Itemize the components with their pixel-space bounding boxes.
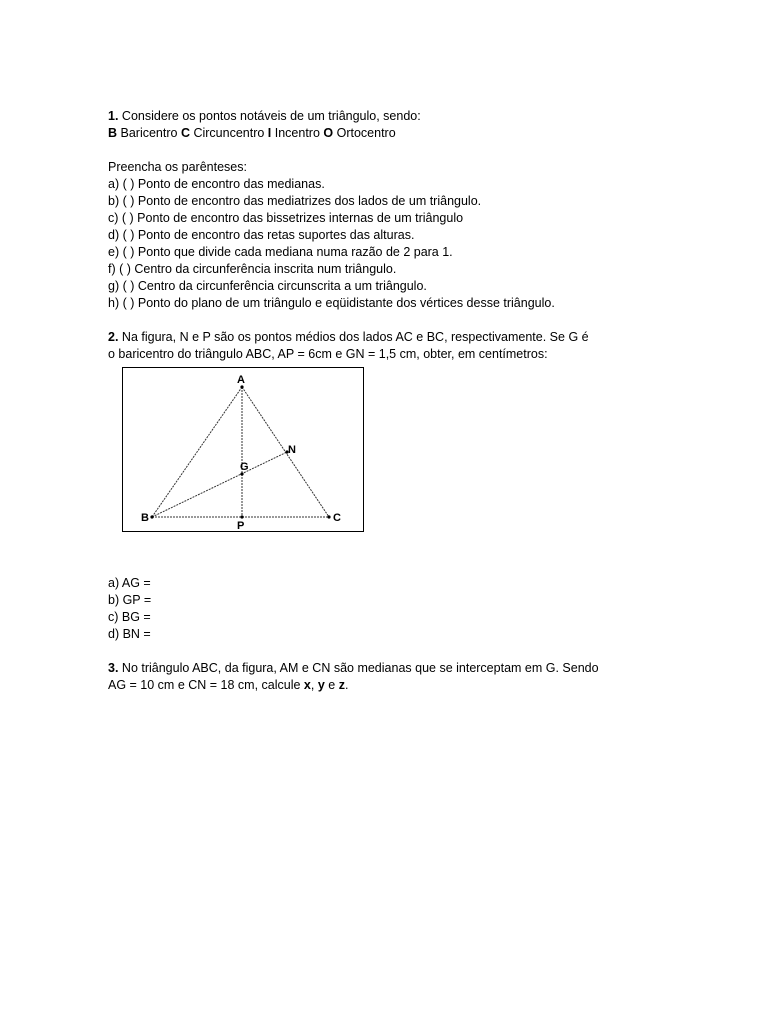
legend-key-o: O [323,126,334,140]
sep-1: , [310,678,318,692]
q1-legend [108,125,728,142]
q3-line1-text: No triângulo ABC, da figura, AM e CN são medianas que se interceptam em G. Sendo [118,661,599,675]
legend-key-i: I [267,126,272,140]
spacer [108,312,728,329]
legend-text-o: Ortocentro [333,126,396,140]
legend-key-c: C [180,126,190,140]
document-page [108,108,728,694]
q1-number: 1. [108,109,119,123]
legend-text-i: Incentro [271,126,324,140]
q1-intro [108,108,728,125]
label-p: P [237,520,245,532]
legend-text-b: Baricentro [117,126,181,140]
sep-2: e [324,678,339,692]
point-p [240,515,243,518]
spacer [108,142,728,159]
q2-answer-c: c) BG = [108,610,151,624]
q2-answer-b: b) GP = [108,593,152,607]
q1-item-g: g) ( ) Centro da circunferência circunscrita a um triângulo. [108,279,427,293]
q1-item-e: e) ( ) Ponto que divide cada mediana numa razão de 2 para 1. [108,245,453,259]
q1-item-d: d) ( ) Ponto de encontro das retas suportes das alturas. [108,228,415,242]
var-z: z [338,678,345,692]
q1-item-f: f) ( ) Centro da circunferência inscrita num triângulo. [108,262,397,276]
q2-number: 2. [108,330,119,344]
q1-item-c: c) ( ) Ponto de encontro das bissetrizes internas de um triângulo [108,211,464,225]
q1-item-b: b) ( ) Ponto de encontro das mediatrizes dos lados de um triângulo. [108,194,482,208]
q2-answer-d: d) BN = [108,627,151,641]
q2-line2: o baricentro do triângulo ABC, AP = 6cm e GN = 1,5 cm, obter, em centímetros: [108,347,548,361]
label-b: B [141,512,149,524]
q3-line1 [108,660,728,677]
var-y: y [317,678,325,692]
q3-number: 3. [108,661,119,675]
point-c [327,515,330,518]
end-punct: . [344,678,349,692]
label-n: N [288,444,296,456]
q3-line2-text: AG = 10 cm e CN = 18 cm, calcule [108,678,304,692]
q1-instruction: Preencha os parênteses: [108,160,247,174]
spacer [108,533,728,575]
figure-frame [123,368,364,532]
label-g: G [240,461,249,473]
label-a: A [237,374,245,386]
q1-item-a: a) ( ) Ponto de encontro das medianas. [108,177,325,191]
q1-item-h: h) ( ) Ponto do plano de um triângulo e eqüidistante dos vértices desse triângulo. [108,296,555,310]
legend-text-c: Circuncentro [189,126,268,140]
legend-key-b: B [108,126,118,140]
point-b [150,515,153,518]
spacer [108,643,728,660]
q2-line1 [108,329,728,346]
triangle-diagram [122,367,366,533]
q1-intro-text: Considere os pontos notáveis de um triângulo, sendo: [118,109,421,123]
q2-answer-a: a) AG = [108,576,151,590]
label-c: C [333,512,341,524]
triangle-figure [122,367,366,533]
q3-line2 [108,677,728,694]
var-x: x [303,678,311,692]
q2-line1-text: Na figura, N e P são os pontos médios dos lados AC e BC, respectivamente. Se G é [118,330,589,344]
